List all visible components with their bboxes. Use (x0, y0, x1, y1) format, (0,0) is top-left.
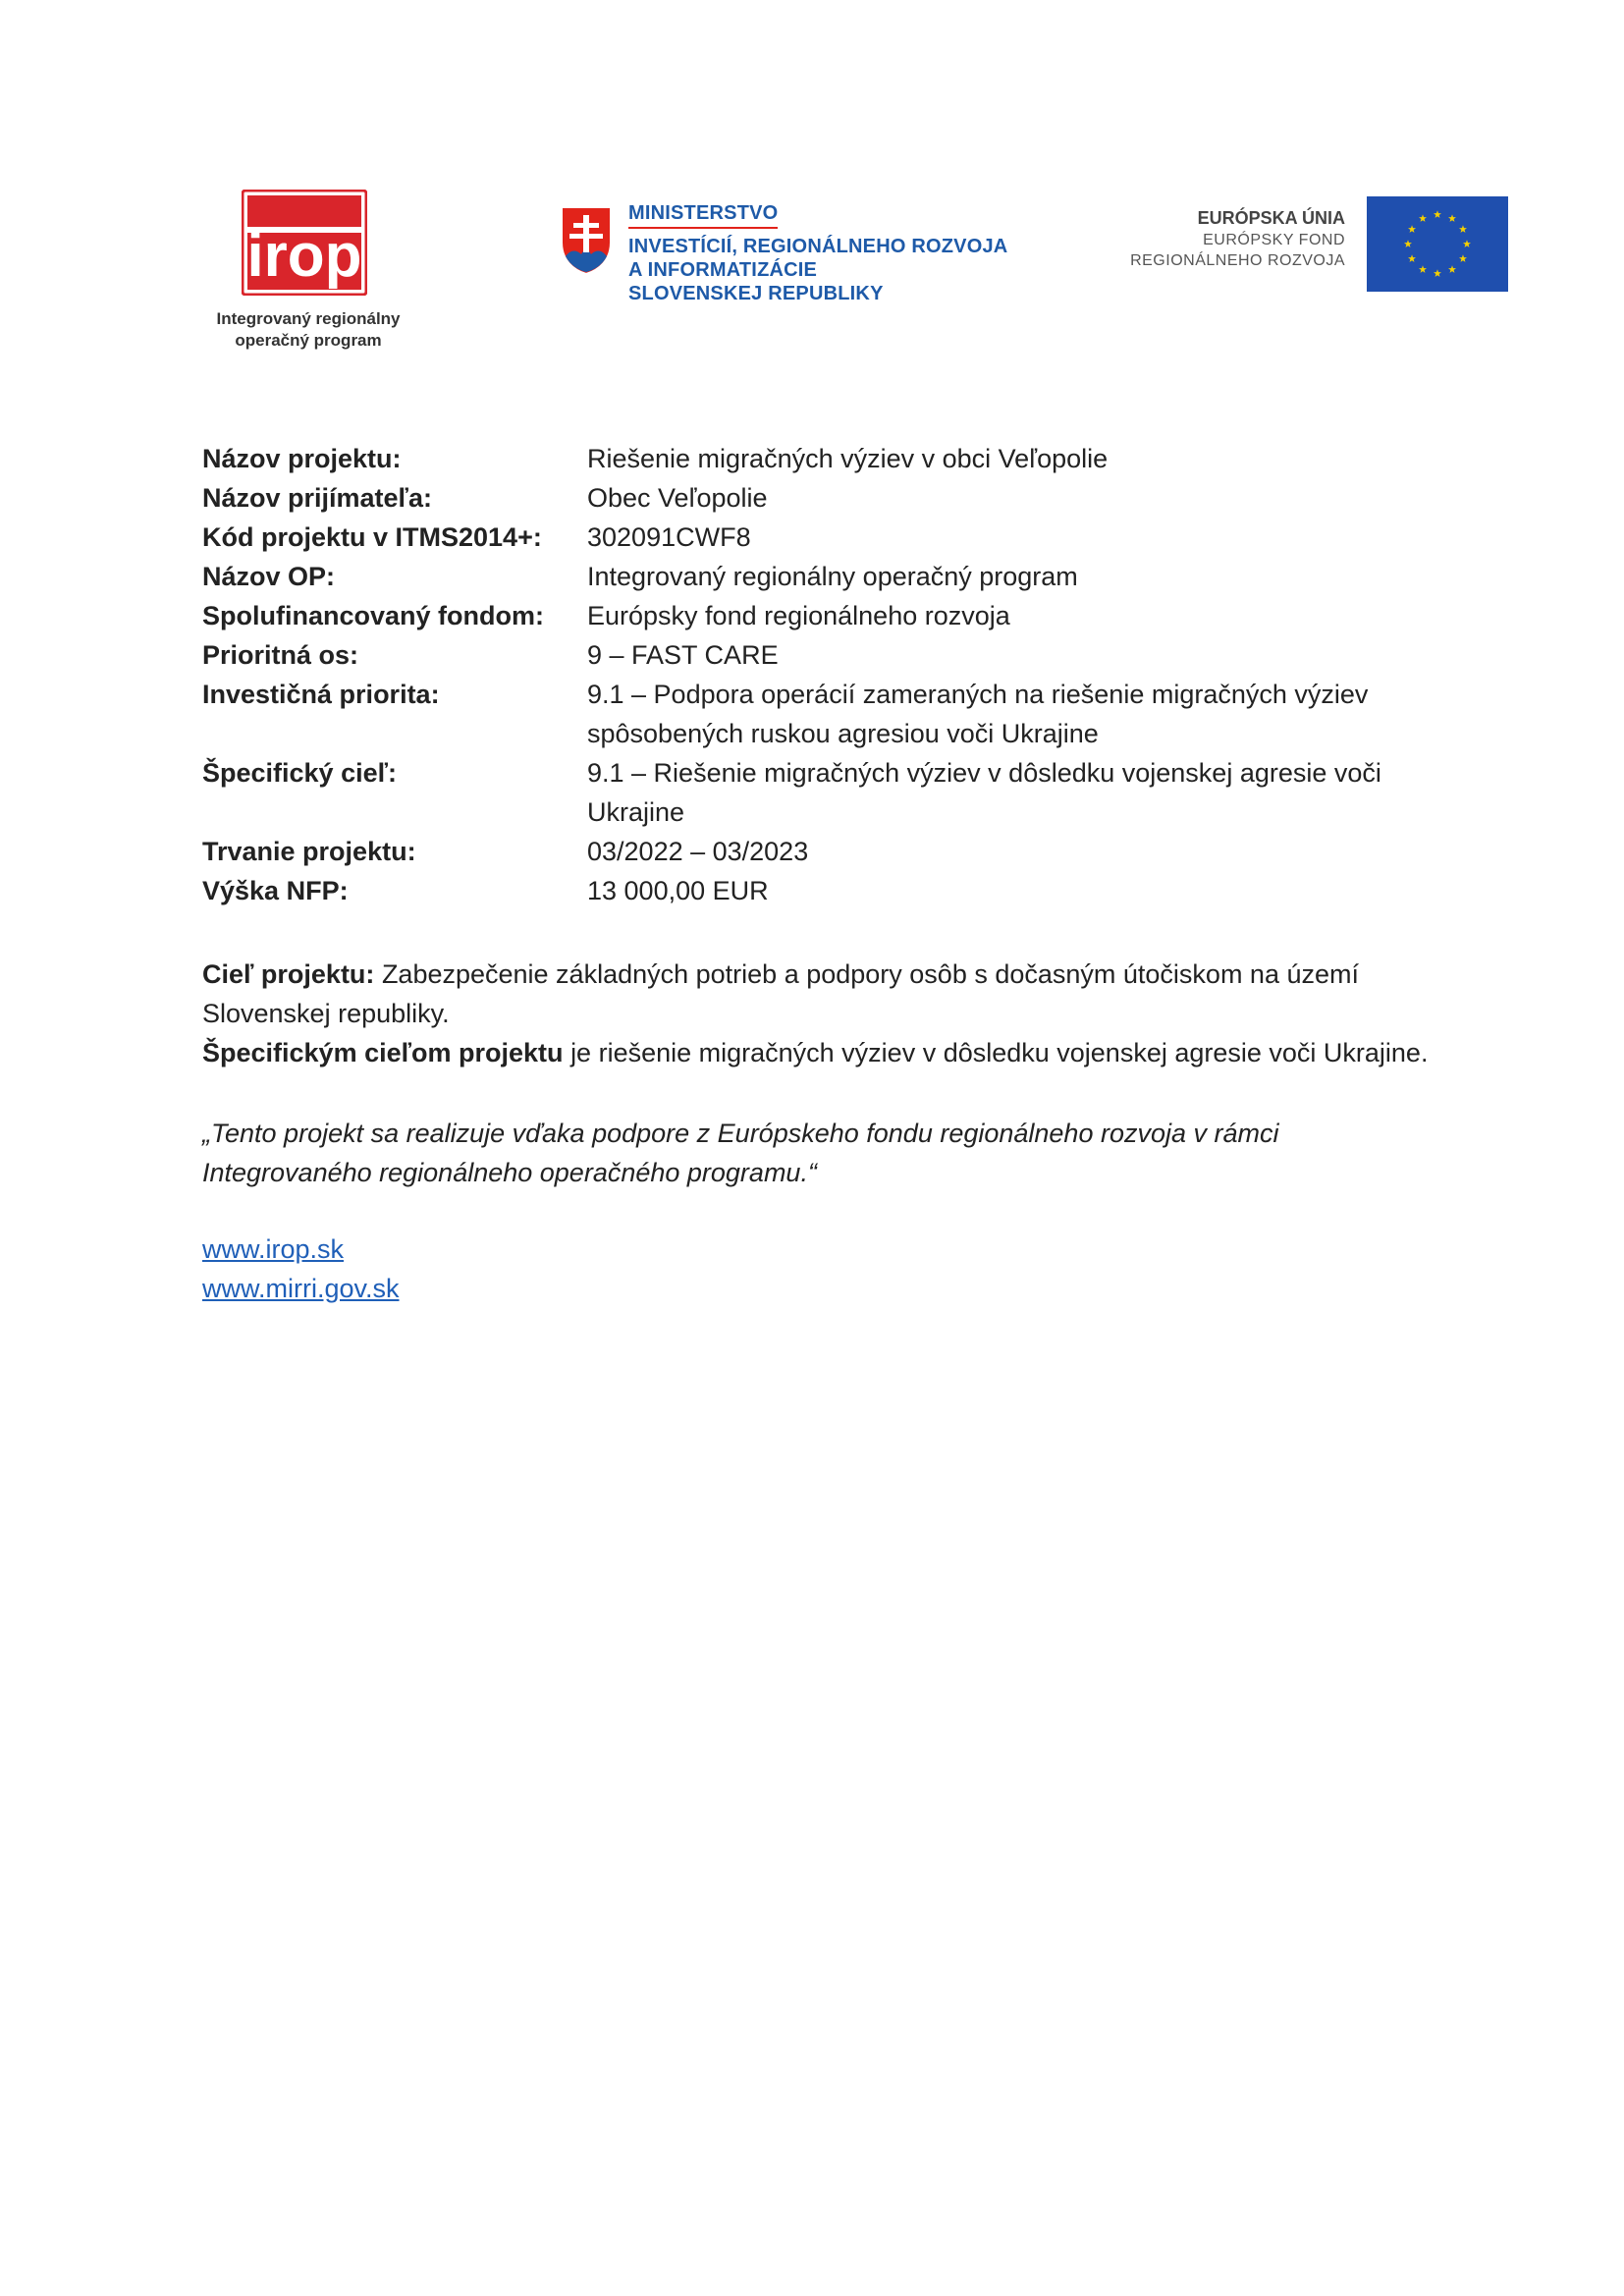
info-row-itms-code (202, 518, 1479, 557)
info-value: Európsky fond regionálneho rozvoja (587, 601, 1010, 630)
ministry-line3: A INFORMATIZÁCIE (628, 259, 818, 281)
info-label: Názov prijímateľa: (202, 483, 432, 513)
eu-line3: REGIONÁLNEHO ROZVOJA (1130, 252, 1345, 269)
project-goal-text: Zabezpečenie základných potrieb a podpory osôb s dočasným útočiskom na území Slovenskej republiky. (202, 959, 1359, 1028)
links-block (202, 1230, 1479, 1308)
slovak-coat-of-arms-icon (560, 205, 613, 276)
info-row-investment-priority (202, 675, 1479, 753)
info-label: Trvanie projektu: (202, 837, 416, 866)
ministry-line2: INVESTÍCIÍ, REGIONÁLNEHO ROZVOJA (628, 236, 1008, 257)
info-label: Špecifický cieľ: (202, 758, 398, 788)
eu-flag-icon (1367, 196, 1508, 292)
ministry-line4: SLOVENSKEJ REPUBLIKY (628, 283, 884, 304)
irop-logo-text: irop (246, 222, 362, 290)
info-label: Výška NFP: (202, 876, 349, 905)
irop-website-link[interactable]: www.irop.sk (202, 1234, 345, 1264)
info-row-specific-objective (202, 753, 1479, 832)
info-value: 13 000,00 EUR (587, 876, 769, 905)
irop-logo-mark (242, 190, 367, 296)
irop-caption (200, 308, 416, 352)
specific-goal-label: Špecifickým cieľom projektu (202, 1038, 564, 1067)
info-label: Názov OP: (202, 562, 336, 591)
project-goal-paragraph (202, 955, 1479, 1033)
info-label: Prioritná os: (202, 640, 359, 670)
info-value: 9.1 – Podpora operácií zameraných na riešenie migračných výziev spôsobených ruskou agresiou voči Ukrajine (587, 680, 1369, 748)
specific-goal-paragraph (202, 1033, 1479, 1072)
info-value: 9.1 – Riešenie migračných výziev v dôsledku vojenskej agresie voči Ukrajine (587, 758, 1381, 827)
info-label: Názov projektu: (202, 444, 402, 473)
info-value: 302091CWF8 (587, 522, 751, 552)
funding-quote: „Tento projekt sa realizuje vďaka podpore z Európskeho fondu regionálneho rozvoja v rámci Integrovaného regionálneho operačného programu.“ (202, 1119, 1279, 1187)
eu-line2: EURÓPSKY FOND (1203, 232, 1345, 248)
info-value: Riešenie migračných výziev v obci Veľopolie (587, 444, 1109, 473)
irop-caption-line1: Integrovaný regionálny (216, 309, 401, 328)
info-value: Integrovaný regionálny operačný program (587, 562, 1078, 591)
info-row-op-name (202, 557, 1479, 596)
mirri-website-link[interactable]: www.mirri.gov.sk (202, 1274, 400, 1303)
irop-logo (200, 190, 416, 352)
info-row-recipient (202, 478, 1479, 518)
info-row-nfp-amount (202, 871, 1479, 910)
info-label: Kód projektu v ITMS2014+: (202, 522, 542, 552)
eu-line1: EURÓPSKA ÚNIA (1197, 208, 1345, 228)
info-label: Spolufinancovaný fondom: (202, 601, 544, 630)
ministry-name (628, 201, 1007, 305)
project-goal-label: Cieľ projektu: (202, 959, 375, 989)
project-info-table (202, 439, 1479, 910)
info-label: Investičná priorita: (202, 680, 440, 709)
info-value: Obec Veľopolie (587, 483, 768, 513)
info-row-priority-axis (202, 635, 1479, 675)
ministry-line1: MINISTERSTVO (628, 201, 778, 229)
eu-logo-text (1130, 206, 1345, 271)
info-value: 9 – FAST CARE (587, 640, 779, 670)
info-row-fund (202, 596, 1479, 635)
specific-goal-text: je riešenie migračných výziev v dôsledku vojenskej agresie voči Ukrajine. (570, 1038, 1429, 1067)
info-row-duration (202, 832, 1479, 871)
info-row-project-name (202, 439, 1479, 478)
info-value: 03/2022 – 03/2023 (587, 837, 809, 866)
irop-caption-line2: operačný program (235, 331, 382, 350)
